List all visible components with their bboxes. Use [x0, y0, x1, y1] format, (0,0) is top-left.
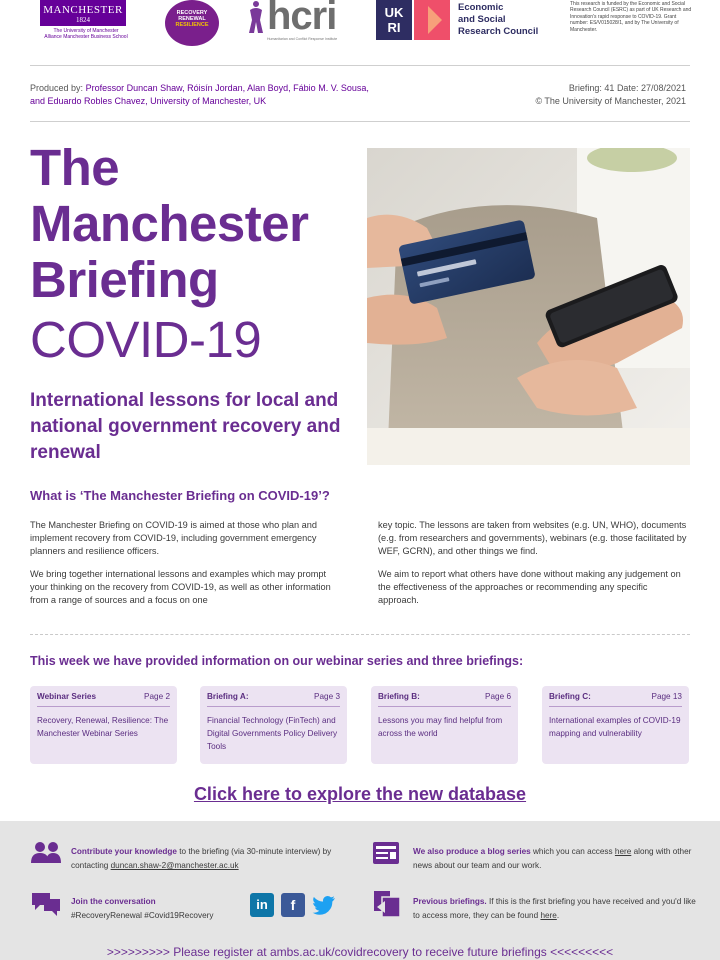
people-icon	[30, 841, 62, 865]
manchester-logo-plate	[40, 0, 126, 26]
card-description: Financial Technology (FinTech) and Digital Governments Policy Delivery Tools	[207, 716, 338, 751]
chat-icon	[30, 891, 62, 917]
producers-line1	[30, 82, 450, 95]
manchester-logo-word: MANCHESTER	[43, 4, 123, 16]
what-is-paragraph-1: The Manchester Briefing on COVID-19 is aimed at those who plan and implement recovery from COVID-19, including government emergency planners and resilience officers.	[30, 520, 318, 556]
esrc-name-line3: Research Council	[458, 26, 539, 37]
funding-note: This research is funded by the Economic and Social Research Council (ESRC) as part of UK Research and Innovation's rapid response to COVID-19. Grant number: ES/V015028/1, and by The University of Manchester.	[570, 1, 692, 33]
rrr-logo-line3: RESILIENCE	[175, 22, 209, 28]
what-is-paragraph-3: key topic. The lessons are taken from websites (e.g. UN, WHO), documents (e.g. from researchers and governments), webinars (e.g. those facilitated by WEF, GCRN), and other things we find.	[378, 520, 687, 556]
what-is-left-column	[30, 519, 342, 617]
hcri-logo-tagline: Humanitarian and Conflict Response Institute	[267, 37, 338, 41]
ukri-logo-box	[376, 0, 412, 40]
previous-lead: Previous briefings.	[413, 897, 487, 906]
card-webinar-series[interactable]	[30, 686, 177, 764]
briefing-meta	[466, 82, 686, 108]
card-name: Briefing A:	[207, 692, 249, 701]
blog-lead: We also produce a blog series	[413, 847, 531, 856]
manchester-logo-year: 1824	[76, 16, 90, 24]
page-title	[30, 140, 360, 308]
previous-rest: If this is the first briefing you have received and you'd like to access more, they can be found	[413, 897, 696, 920]
card-page: Page 3	[314, 692, 340, 701]
contribute-lead: Contribute your knowledge	[71, 847, 177, 856]
card-header	[37, 692, 170, 707]
what-is-paragraph-4: We aim to report what others have done without making any judgement on the effectiveness of the approaches or recommending any specific approach.	[378, 569, 681, 605]
title-line1: The	[30, 139, 120, 196]
card-page: Page 13	[651, 692, 682, 701]
briefing-number: Briefing: 41	[568, 83, 615, 93]
facebook-icon[interactable]: f	[281, 893, 305, 917]
manchester-logo-subtitle	[30, 28, 142, 40]
explore-database-link[interactable]: Click here to explore the new database	[193, 784, 527, 804]
hcri-logo[interactable]	[247, 0, 351, 44]
producers-names-1: Professor Duncan Shaw, Róisín Jordan, Alan Boyd, Fábio M. V. Sousa,	[85, 83, 369, 93]
card-description: Lessons you may find helpful from across the world	[378, 716, 503, 738]
linkedin-icon[interactable]: in	[250, 893, 274, 917]
register-banner[interactable]: >>>>>>>>> Please register at ambs.ac.uk/covidrecovery to receive future briefings <<<<<<<<<	[106, 945, 614, 959]
recovery-renewal-resilience-logo[interactable]	[165, 0, 219, 46]
title-line3: Briefing	[30, 251, 219, 308]
hcri-figure-icon	[247, 0, 265, 34]
manchester-logo-subtitle-1: The University of Manchester	[53, 28, 119, 34]
join-text	[71, 895, 251, 923]
card-header	[207, 692, 340, 707]
ukri-logo[interactable]	[376, 0, 452, 40]
manchester-logo-subtitle-2: Alliance Manchester Business School	[44, 34, 128, 40]
card-page: Page 2	[144, 692, 170, 701]
join-hashtags: #RecoveryRenewal #Covid19Recovery	[71, 911, 214, 920]
ukri-logo-line2: RI	[387, 20, 401, 35]
contribute-rest: to the briefing (via 30-minute interview) by contacting	[71, 847, 332, 870]
previous-here-link[interactable]: here	[540, 911, 557, 920]
contribute-text	[71, 845, 351, 873]
logo-strip	[0, 0, 720, 52]
top-divider	[30, 65, 690, 66]
blog-rest: which you can access	[530, 847, 615, 856]
card-name: Briefing B:	[378, 692, 420, 701]
blog-here-link[interactable]: here	[614, 847, 632, 856]
card-description: International examples of COVID-19 mapping and vulnerability	[549, 716, 681, 738]
rrr-logo-line2: RENEWAL	[178, 16, 206, 22]
what-is-paragraph-2: We bring together international lessons and examples which may prompt your thinking on the recovery from COVID-19, as well as other information from a range of sources and a focus on one	[30, 569, 331, 605]
esrc-name-line1: Economic	[458, 2, 504, 13]
what-is-right-column	[378, 519, 690, 617]
card-header	[549, 692, 682, 707]
card-name: Briefing C:	[549, 692, 591, 701]
previous-end: .	[556, 911, 560, 920]
social-links	[250, 893, 336, 917]
producers-label: Produced by:	[30, 83, 84, 93]
title-line2: Manchester	[30, 195, 309, 252]
blog-rest-2: along with other news about our team and our work.	[413, 847, 692, 870]
ukri-arrow-icon	[414, 0, 450, 40]
card-and-phone-photo	[367, 148, 690, 465]
briefing-date: Date: 27/08/2021	[616, 83, 686, 93]
blog-text	[413, 845, 693, 873]
previous-briefings-icon	[372, 889, 402, 919]
card-briefing-b[interactable]	[371, 686, 518, 764]
briefing-meta-line1	[466, 82, 686, 95]
tagline: International lessons for local and national government recovery and renewal	[30, 390, 341, 463]
card-briefing-c[interactable]	[542, 686, 689, 764]
ukri-logo-line1: UK	[384, 5, 404, 20]
producers-block	[30, 82, 450, 108]
this-week-heading: This week we have provided information on our webinar series and three briefings:	[30, 654, 524, 668]
card-header	[378, 692, 511, 707]
hcri-logo-word: hcri	[267, 0, 337, 38]
what-is-heading: What is ‘The Manchester Briefing on COVID-19’?	[30, 488, 330, 503]
title-covid: COVID-19	[30, 311, 262, 368]
photo-illustration	[367, 148, 690, 465]
card-page: Page 6	[485, 692, 511, 701]
copyright: © The University of Manchester, 2021	[535, 96, 686, 106]
manchester-university-logo[interactable]	[30, 0, 142, 46]
esrc-logo[interactable]	[458, 2, 558, 38]
esrc-name-line2: and Social	[458, 14, 506, 25]
blog-icon	[372, 841, 400, 865]
producers-divider	[30, 121, 690, 122]
footer	[0, 821, 720, 960]
card-briefing-a[interactable]	[200, 686, 347, 764]
section-divider	[30, 634, 690, 635]
rrr-logo-line1: RECOVERY	[176, 10, 208, 16]
join-lead: Join the conversation	[71, 897, 156, 906]
card-description: Recovery, Renewal, Resilience: The Manchester Webinar Series	[37, 716, 169, 738]
twitter-icon[interactable]	[312, 893, 336, 917]
contact-email-link[interactable]: duncan.shaw-2@manchester.ac.uk	[110, 861, 239, 870]
card-name: Webinar Series	[37, 692, 97, 701]
producers-names-2: and Eduardo Robles Chavez, University of Manchester, UK	[30, 96, 267, 106]
previous-briefings-text	[413, 895, 698, 923]
